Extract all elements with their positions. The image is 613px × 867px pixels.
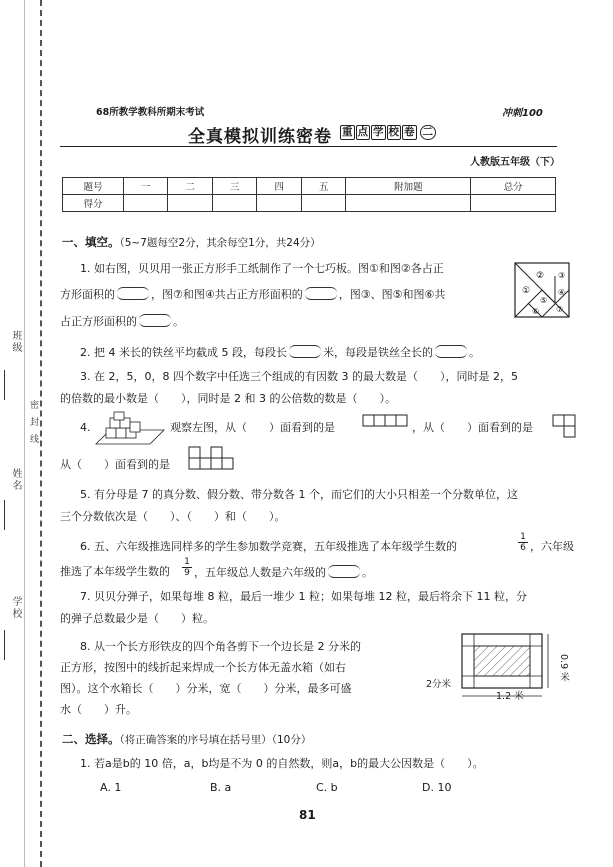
series-name: 68所教学教科所期末考试 — [96, 107, 205, 118]
tangram-label-1: ① — [522, 286, 531, 296]
tangram-label-7: ⑦ — [556, 305, 564, 314]
tangram-label-4: ④ — [558, 288, 566, 297]
q3-line2: 的倍数的最小数是（ ），同时是 2 和 3 的公倍数的数是（ ）。 — [60, 392, 396, 405]
section-1-note: （5~7题每空2分，其余每空1分，共24分） — [119, 237, 321, 249]
q7-line1: 7. 贝贝分弹子，如果每堆 8 粒，最后一堆少 1 粒；如果每堆 12 粒，最后将余下 11 粒，分 — [80, 590, 527, 603]
q4-text: 观察左图，从（ ）面看到的是 — [170, 421, 335, 434]
fraction-1-6 — [518, 532, 528, 553]
q1-text: 方形面积的 — [60, 288, 115, 301]
school-blank[interactable] — [4, 630, 5, 660]
score-cell: 二 — [168, 178, 212, 195]
tag-number: 二 — [420, 125, 437, 140]
q8-line3: 图）。这个水箱长（ ）分米，宽（ ）分米，最多可盛 — [60, 682, 352, 695]
section-1-title: 一、填空。 — [62, 235, 120, 249]
q5-line1: 5. 有分母是 7 的真分数、假分数、带分数各 1 个，而它们的大小只相差一个分数单位，这 — [80, 488, 518, 501]
q6-text: 6. 五、六年级推选同样多的学生参加数学竞赛，五年级推选了本年级学生数的 — [80, 540, 457, 553]
score-input[interactable] — [346, 195, 471, 212]
q1-text: ，图③、图⑤和图⑥共 — [338, 288, 446, 301]
tangram-label-3: ③ — [558, 271, 566, 280]
tangram-label-6: ⑥ — [532, 307, 540, 316]
class-label: 班级 — [10, 330, 21, 354]
seal-dashed-line — [40, 0, 42, 867]
q2-line — [80, 345, 480, 360]
school-label: 学校 — [10, 596, 21, 620]
tag-char: 学 — [373, 126, 384, 138]
section-2-title: 二、选择。 — [62, 732, 120, 746]
q6-line2a: 推选了本年级学生数的 — [60, 565, 170, 578]
q4-line1 — [170, 421, 335, 435]
score-input[interactable] — [471, 195, 556, 212]
q1-line3 — [60, 314, 184, 329]
grade-label: 人教版五年级（下） — [470, 157, 560, 168]
brand-logo: 冲刺100 — [502, 108, 543, 119]
q6-line2b — [194, 565, 373, 580]
score-input[interactable] — [301, 195, 345, 212]
section-2-heading — [62, 731, 311, 747]
q1-line2 — [60, 287, 445, 302]
score-cell: 得分 — [63, 195, 124, 212]
view-figure-3 — [188, 444, 238, 474]
option-d[interactable]: D. 10 — [422, 781, 452, 794]
q6-text: ，五年级总人数是六年级的 — [194, 566, 326, 579]
q2-text: 米，每段是铁丝全长的 — [322, 346, 433, 359]
corner-size-label: 2分米 — [426, 679, 452, 690]
score-cell: 五 — [301, 178, 345, 195]
q4-text: ，从（ ）面看到的是 — [412, 421, 533, 434]
name-blank[interactable] — [4, 500, 5, 530]
q8-line2: 正方形，按图中的线折起来焊成一个长方体无盖水箱（如右 — [60, 661, 346, 674]
school-tag — [340, 125, 436, 140]
q3-line1: 3. 在 2，5，0，8 四个数字中任选三个组成的有因数 3 的最大数是（ ），同时是 2，5 — [80, 370, 518, 383]
name-label: 姓名 — [10, 468, 21, 492]
q6-line1 — [80, 540, 457, 554]
q5-line2: 三个分数依次是（ ）、（ ）和（ ）。 — [60, 510, 286, 523]
score-cell: 附加题 — [346, 178, 471, 195]
sheet-width-label: 1.2 米 — [496, 691, 524, 702]
score-table — [62, 177, 556, 212]
score-input[interactable] — [168, 195, 212, 212]
q1-text: 占正方形面积的 — [60, 315, 137, 328]
option-a[interactable]: A. 1 — [100, 781, 122, 794]
fraction-numerator: 1 — [518, 532, 528, 543]
score-input[interactable] — [257, 195, 301, 212]
fraction-denominator: 6 — [520, 543, 526, 553]
q4-number: 4. — [80, 421, 91, 434]
q1-text: ，图⑦和图④共占正方形面积的 — [151, 288, 303, 301]
q7-line2: 的弹子总数最少是（ ）粒。 — [60, 612, 214, 625]
fraction-1-9 — [182, 557, 192, 578]
tag-char: 卷 — [404, 126, 415, 138]
fraction-numerator: 1 — [182, 557, 192, 568]
option-c[interactable]: C. b — [316, 781, 338, 794]
page-title: 全真模拟训练密卷 — [188, 127, 332, 147]
answer-blank[interactable] — [117, 287, 149, 300]
q2-text: 。 — [468, 346, 480, 359]
q1-line1: 1. 如右图，贝贝用一张正方形手工纸制作了一个七巧板。图①和图②各占正 — [80, 262, 444, 275]
score-cell: 四 — [257, 178, 301, 195]
seal-label: 密封线 — [28, 400, 38, 451]
score-input[interactable] — [212, 195, 256, 212]
binding-margin-line — [24, 0, 25, 867]
title-rule — [60, 146, 557, 147]
page-number: 81 — [299, 808, 316, 822]
answer-blank[interactable] — [305, 287, 337, 300]
score-cell: 总分 — [471, 178, 556, 195]
answer-blank[interactable] — [328, 565, 360, 578]
answer-blank[interactable] — [289, 345, 321, 358]
tag-char: 校 — [388, 126, 399, 138]
q1-text: 。 — [173, 315, 184, 328]
fraction-denominator: 9 — [184, 568, 190, 578]
score-header-row — [63, 178, 556, 195]
section-1-heading — [62, 234, 321, 250]
q4-line2: 从（ ）面看到的是 — [60, 458, 170, 471]
q8-line1: 8. 从一个长方形铁皮的四个角各剪下一个边长是 2 分米的 — [80, 640, 361, 653]
q8-line4: 水（ ）升。 — [60, 703, 137, 716]
s2-q1: 1. 若a是b的 10 倍，a，b均是不为 0 的自然数，则a，b的最大公因数是（ ）。 — [80, 757, 484, 770]
view-figure-1 — [362, 414, 410, 428]
option-b[interactable]: B. a — [210, 781, 232, 794]
answer-blank[interactable] — [435, 345, 467, 358]
tag-char: 点 — [357, 126, 368, 138]
score-input[interactable] — [124, 195, 168, 212]
tag-char: 重 — [342, 126, 353, 138]
section-2-note: （将正确答案的序号填在括号里）（10分） — [119, 734, 312, 746]
q2-text: 2. 把 4 米长的铁丝平均截成 5 段，每段长 — [80, 346, 287, 359]
answer-blank[interactable] — [139, 314, 171, 327]
class-blank[interactable] — [4, 370, 5, 400]
view-figure-2 — [552, 414, 578, 442]
cube-stack-figure — [94, 410, 166, 446]
tangram-label-5: ⑤ — [540, 296, 548, 305]
score-row — [63, 195, 556, 212]
tangram-label-2: ② — [536, 271, 545, 281]
tangram-figure — [514, 262, 570, 318]
score-cell: 一 — [124, 178, 168, 195]
score-cell: 题号 — [63, 178, 124, 195]
sheet-height-label: 0.9 米 — [558, 654, 569, 682]
q6-text: ，六年级 — [530, 540, 574, 553]
score-cell: 三 — [212, 178, 256, 195]
q6-text: 。 — [362, 566, 373, 579]
